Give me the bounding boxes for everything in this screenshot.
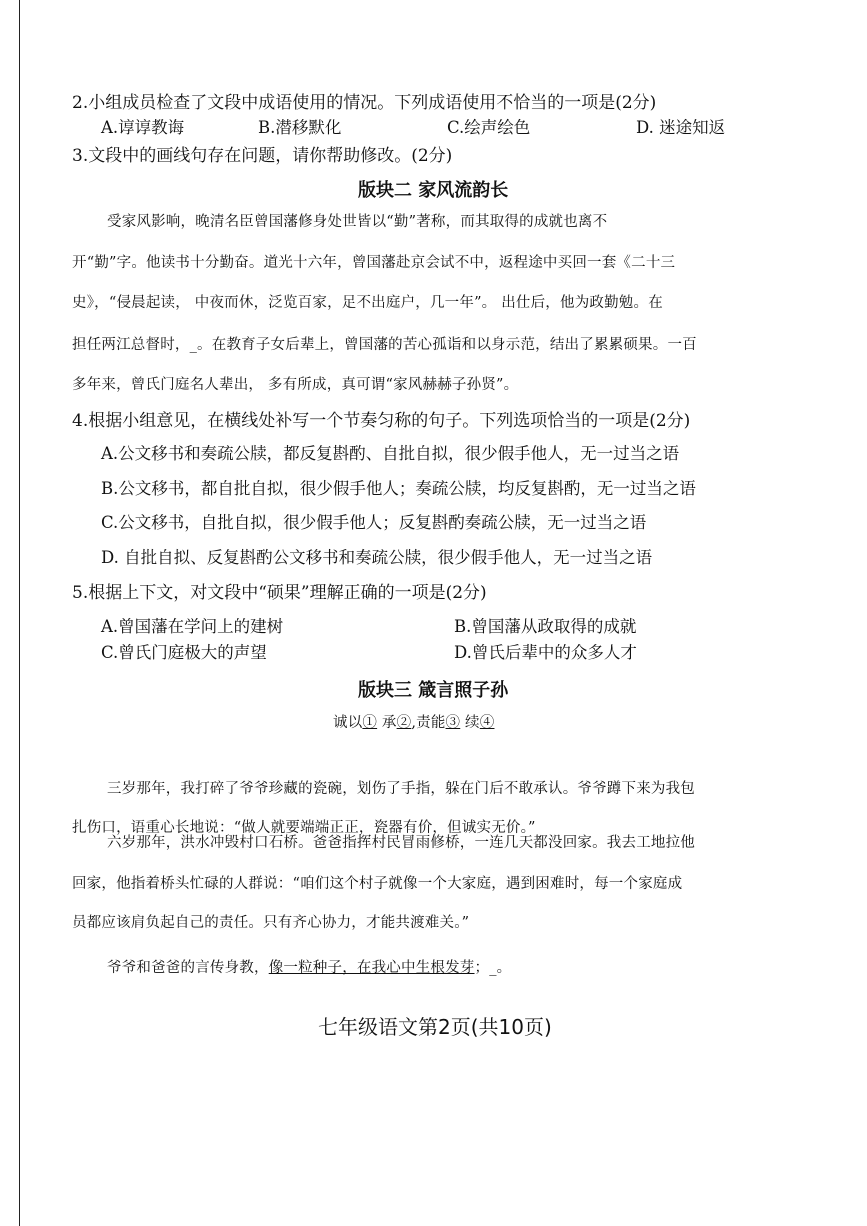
section2-title: 版块二 家风流韵长 (358, 180, 509, 201)
motto-text-3: ,责能 (411, 715, 446, 731)
section3-para1-line-2: 扎伤口，语重心长地说：“做人就要端端正正，瓷器有价，但诚实无价。” (72, 820, 536, 836)
section2-line-2: 开“勤”字。他读书十分勤奋。道光十六年，曾国藩赴京会试不中，返程途中买回一套《二十三 (72, 255, 676, 271)
motto-text-2: 承 (377, 715, 397, 731)
section2-line-3: 史》，“侵晨起读， 中夜而休，泛览百家，足不出庭户，几一年”。 出仕后，他为政勤勉。在 (72, 295, 663, 311)
q4-option-c: C.公文移书，自批自拟，很少假手他人；反复斟酌奏疏公牍，无一过当之语 (101, 513, 647, 532)
q5-option-d: D.曾氏后辈中的众多人才 (454, 643, 637, 662)
section2-line-1: 受家风影响，晚清名臣曾国藩修身处世皆以“勤”著称，而其取得的成就也离不 (107, 214, 608, 230)
section3-para1-line-1: 三岁那年，我打碎了爷爷珍藏的瓷碗，划伤了手指，躲在门后不敢承认。爷爷蹲下来为我包 (107, 781, 695, 797)
motto-text-4: 续 (460, 715, 480, 731)
q2-option-c: C.绘声绘色 (447, 118, 531, 137)
motto-blank-3: ③ (445, 715, 461, 731)
q4-option-d: D. 自批自拟、反复斟酌公文移书和奏疏公牍，很少假手他人，无一过当之语 (101, 548, 653, 567)
q2-option-a: A.谆谆教诲 (101, 118, 185, 137)
motto-text-1: 诚以 (333, 715, 363, 731)
q2-option-d: D. 迷途知返 (636, 118, 726, 137)
motto-blank-1: ① (362, 715, 378, 731)
section3-para3 (107, 956, 511, 977)
section3-title: 版块三 箴言照子孙 (358, 680, 509, 701)
q5-option-a: A.曾国藩在学问上的建树 (101, 617, 284, 636)
para3-lead: 爷爷和爸爸的言传身教， (107, 960, 269, 976)
q2-option-b: B.潜移默化 (258, 118, 342, 137)
section3-para2-line-3: 员都应该肩负起自己的责任。只有齐心协力，才能共渡难关。” (72, 915, 470, 931)
para3-tail: ；_。 (474, 960, 512, 976)
q5-option-b: B.曾国藩从政取得的成就 (454, 617, 637, 636)
page-margin-line (19, 0, 20, 1226)
q5-option-c: C.曾氏门庭极大的声望 (101, 643, 267, 662)
q4-option-a: A.公文移书和奏疏公牍，都反复斟酌、自批自拟，很少假手他人，无一过当之语 (101, 444, 680, 463)
section3-para2-line-1: 六岁那年，洪水冲毁村口石桥。爸爸指挥村民冒雨修桥，一连几天都没回家。我去工地拉他 (107, 835, 695, 851)
q4-option-b: B.公文移书，都自批自拟，很少假手他人；奏疏公牍，均反复斟酌，无一过当之语 (101, 479, 696, 498)
q5-stem: 5.根据上下文，对文段中“硕果”理解正确的一项是(2分) (72, 583, 487, 603)
para3-underlined-sentence: 像一粒种子，在我心中生根发芽 (268, 960, 475, 976)
q4-stem: 4.根据小组意见，在横线处补写一个节奏匀称的句子。下列选项恰当的一项是(2分) (72, 411, 691, 431)
page-footer: 七年级语文第2页(共10页) (318, 1015, 552, 1039)
section2-line-4: 担任两江总督时，_。在教育子女后辈上，曾国藩的苦心孤诣和以身示范，结出了累累硕果。一百 (72, 337, 697, 353)
q3-stem: 3.文段中的画线句存在问题，请你帮助修改。(2分) (72, 146, 453, 166)
motto-blank-4: ④ (479, 715, 495, 731)
section2-line-5: 多年来，曾氏门庭名人辈出， 多有所成，真可谓“家风赫赫子孙贤”。 (72, 377, 519, 393)
section3-para2-line-2: 回家，他指着桥头忙碌的人群说：“咱们这个村子就像一个大家庭，遇到困难时，每一个家庭成 (72, 876, 683, 892)
motto-blank-2: ② (396, 715, 412, 731)
q2-stem: 2.小组成员检查了文段中成语使用的情况。下列成语使用不恰当的一项是(2分) (72, 93, 657, 113)
section3-motto (333, 711, 494, 732)
